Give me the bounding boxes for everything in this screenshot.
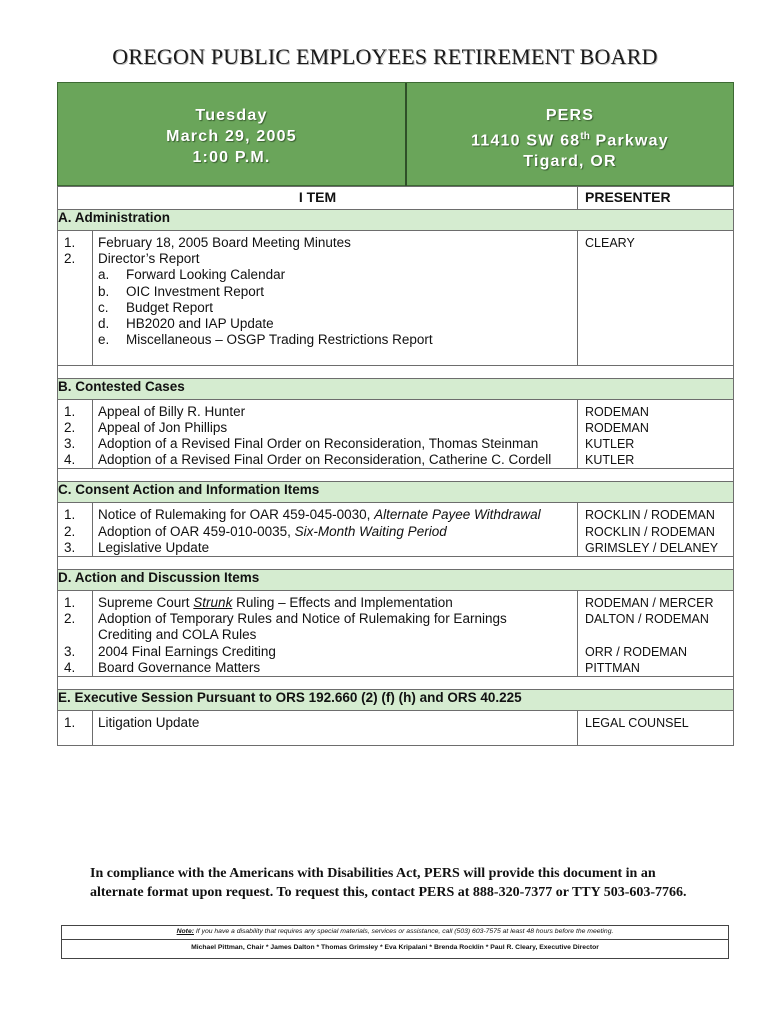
item-numbers: 1. 2. 3. 4. [58, 591, 93, 677]
section-e-items [58, 711, 734, 746]
meeting-day: Tuesday [195, 107, 268, 124]
meeting-date: March 29, 2005 [166, 128, 297, 145]
list-item: Director’s Report [98, 251, 200, 267]
section-gap [58, 365, 734, 378]
list-item: Board Governance Matters [98, 659, 261, 675]
list-item: Adoption of a Revised Final Order on Reconsideration, Catherine C. Cordell [98, 452, 552, 468]
list-item: Adoption of Temporary Rules and Notice of Rulemaking for Earnings [98, 611, 507, 627]
item-numbers: 1. [58, 711, 93, 746]
presenter-name: RODEMAN [585, 420, 649, 435]
section-b-header: B. Contested Cases [58, 378, 734, 399]
sub-item: c. Budget Report [98, 299, 214, 315]
section-a-header: A. Administration [58, 210, 734, 231]
section-a-items [58, 231, 734, 366]
item-texts [93, 503, 578, 557]
location-city: Tigard, OR [523, 153, 617, 171]
presenter-name: ROCKLIN / RODEMAN [585, 524, 715, 539]
presenter-name: RODEMAN / MERCER [585, 596, 714, 611]
list-item: Adoption of OAR 459-010-0035, Six-Month Waiting Period [98, 523, 447, 539]
list-item: Legislative Update [98, 539, 210, 555]
section-gap [58, 557, 734, 570]
ada-notice: In compliance with the Americans with Disabilities Act, PERS will provide this document in an alternate format upon request. To request this, contact PERS at 888-320-7377 or TTY 503-603-7766. [90, 866, 687, 900]
list-item: February 18, 2005 Board Meeting Minutes [98, 235, 351, 250]
item-numbers: 1. 2. [58, 231, 93, 366]
table-header-row [58, 187, 734, 210]
item-column-header: I TEM [58, 187, 578, 210]
presenter-name: ROCKLIN / RODEMAN [585, 508, 715, 523]
section-e-header: E. Executive Session Pursuant to ORS 192.660 (2) (f) (h) and ORS 40.225 [58, 690, 734, 711]
section-c-header: C. Consent Action and Information Items [58, 482, 734, 503]
meeting-datetime [58, 105, 405, 168]
list-item: 2004 Final Earnings Crediting [98, 643, 276, 659]
presenter-name: CLEARY [585, 236, 635, 250]
presenter-name: ORR / RODEMAN [585, 644, 688, 659]
section-d-header: D. Action and Discussion Items [58, 570, 734, 591]
presenter-name: RODEMAN [585, 404, 649, 419]
item-texts [93, 591, 578, 677]
presenters [578, 503, 734, 557]
section-gap [58, 677, 734, 690]
meeting-banner [57, 82, 734, 186]
sub-item: a. Forward Looking Calendar [98, 267, 286, 283]
section-c-items [58, 503, 734, 557]
list-item: Appeal of Jon Phillips [98, 419, 228, 435]
agenda-table [57, 186, 734, 746]
presenter-name: KUTLER [585, 453, 635, 468]
presenters [578, 711, 734, 746]
presenter-name: KUTLER [585, 437, 635, 452]
page-title: OREGON PUBLIC EMPLOYEES RETIREMENT BOARD [112, 44, 658, 69]
meeting-time: 1:00 P.M. [192, 149, 271, 166]
item-numbers: 1. 2. 3. 4. [58, 399, 93, 469]
location-org: PERS [545, 107, 595, 124]
location-street: 11410 SW 68th Parkway [471, 131, 669, 150]
presenter-name: GRIMSLEY / DELANEY [585, 540, 719, 555]
presenters [578, 231, 734, 366]
footer-divider [62, 939, 728, 940]
list-item: Litigation Update [98, 715, 200, 731]
list-item: Appeal of Billy R. Hunter [98, 403, 246, 419]
presenter-name: PITTMAN [585, 660, 640, 675]
board-members: Michael Pittman, Chair * James Dalton * Thomas Grimsley * Eva Kripalani * Brenda Rocklin * Paul R. Cleary, Executive Director [191, 944, 599, 951]
item-numbers: 1. 2. 3. [58, 503, 93, 557]
sub-item: e. Miscellaneous – OSGP Trading Restrictions Report [98, 332, 433, 348]
presenter-name: LEGAL COUNSEL [585, 716, 689, 731]
item-texts [93, 399, 578, 469]
footer-box [61, 925, 729, 959]
sub-item: d. HB2020 and IAP Update [98, 316, 274, 332]
item-texts [93, 231, 578, 366]
list-item: Supreme Court Strunk Ruling – Effects and Implementation [98, 595, 453, 611]
meeting-location [407, 105, 733, 172]
presenters [578, 399, 734, 469]
list-item: Notice of Rulemaking for OAR 459-045-0030, Alternate Payee Withdrawal [98, 507, 541, 523]
section-b-items [58, 399, 734, 469]
section-d-items [58, 591, 734, 677]
sub-item: b. OIC Investment Report [98, 283, 265, 299]
list-item: Adoption of a Revised Final Order on Reconsideration, Thomas Steinman [98, 436, 539, 452]
presenters [578, 591, 734, 677]
presenter-name: DALTON / RODEMAN [585, 612, 709, 627]
presenter-column-header: PRESENTER [578, 187, 734, 210]
section-gap [58, 469, 734, 482]
footer-note: Note: If you have a disability that requires any special materials, services or assistance, call (503) 603-7575 at least 48 hours before the meeting. [176, 928, 614, 935]
list-item-continued: Crediting and COLA Rules [98, 627, 257, 643]
item-texts [93, 711, 578, 746]
